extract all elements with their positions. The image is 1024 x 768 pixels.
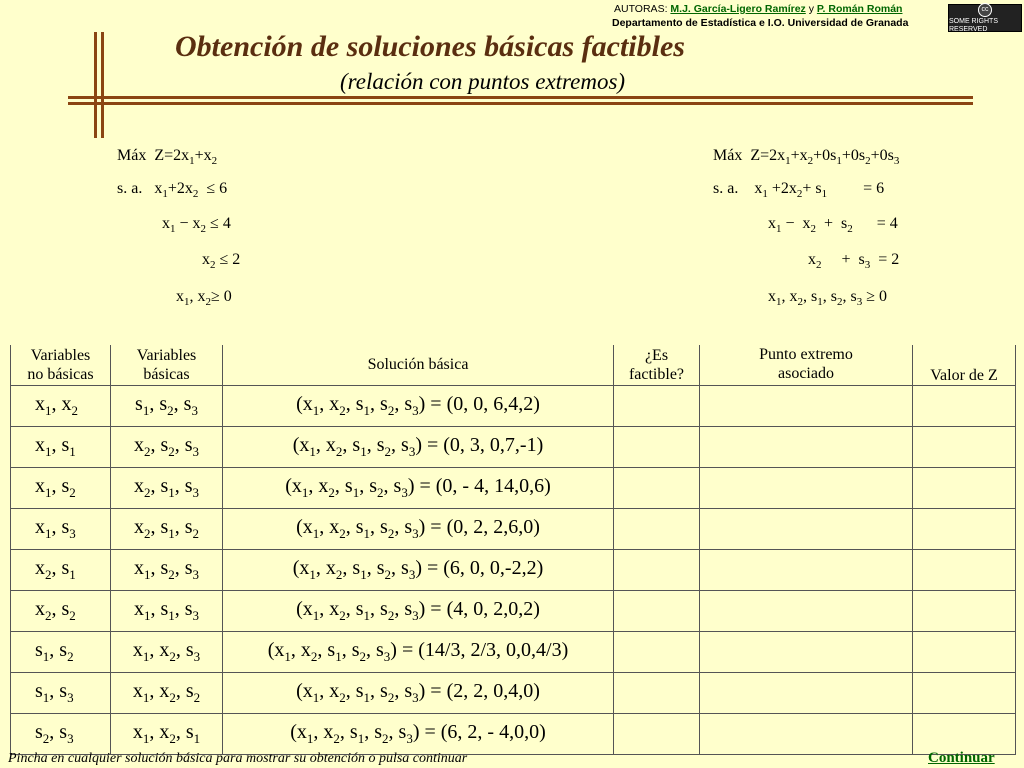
z-value-cell — [913, 590, 1016, 631]
variable-name: $s_2$ — [380, 597, 395, 623]
variable-name: $x_1$ — [291, 474, 309, 500]
variable-name: $s_3$ — [401, 556, 416, 582]
license-text: SOME RIGHTS RESERVED — [949, 17, 999, 33]
variable-name: $s_2$ — [369, 474, 384, 500]
solution-value: (4, 0, 2,0,2) — [446, 597, 540, 620]
department-label: Departamento de Estadística e I.O. Universidad de Granada — [612, 17, 909, 29]
page-title: Obtención de soluciones básicas factibles — [175, 30, 685, 63]
variable-name: $x_2$ — [159, 638, 176, 664]
variable-name: $x_2$ — [325, 433, 343, 459]
variable-name: $x_2$ — [329, 392, 346, 418]
header-basic: Variables básicas — [111, 345, 223, 385]
basic-cell: $x_1$, $x_2$, $s_1$ — [111, 713, 223, 754]
variable-name: $x_2$ — [133, 515, 151, 541]
variable-name: $s_3$ — [398, 720, 413, 746]
variable-name: $s_2$ — [374, 720, 389, 746]
variable-name: $x_1$ — [35, 474, 52, 500]
objective-original: Máx $Z=2x_1+x_2$ — [117, 147, 218, 168]
header-extreme-point: Punto extremo asociado — [700, 345, 913, 385]
basic-solution-cell[interactable]: ($x_1$, $x_2$, $s_1$, $s_2$, $s_3) = (6$, 0, 0,-2,2) — [223, 549, 614, 590]
page-subtitle: (relación con puntos extremos) — [340, 69, 626, 94]
variable-name: $s_1$ — [61, 433, 76, 459]
variable-name: $x_1$ — [299, 433, 316, 459]
variable-name: $s_1$ — [349, 720, 365, 746]
variable-name: $s_1$ — [355, 597, 371, 623]
table-row — [11, 672, 1016, 713]
variable-name: $s_2$ — [160, 433, 175, 459]
variable-name: $s_2$ — [61, 474, 76, 500]
basic-cell: $x_1$, $s_1$, $s_3$ — [111, 590, 223, 631]
feasible-cell — [614, 508, 700, 549]
variable-name: $x_1$ — [296, 720, 314, 746]
solution-value: (6, 2, - 4,0,0) — [440, 720, 546, 743]
variable-name: $s_2$ — [380, 392, 395, 418]
nonbasic-cell: $x_2$, $s_1$ — [11, 549, 111, 590]
variable-name: $s_2$ — [59, 638, 74, 664]
z-value-cell — [913, 713, 1016, 754]
extreme-point-cell — [700, 590, 913, 631]
solution-value: (0, 2, 2,6,0) — [446, 515, 540, 538]
variable-name: $x_2$ — [133, 433, 151, 459]
variable-name: $s_1$ — [135, 392, 150, 418]
feasible-cell — [614, 549, 700, 590]
variable-name: $s_3$ — [59, 679, 74, 705]
variable-name: $x_2$ — [133, 474, 151, 500]
basic-cell: $x_2$, $s_1$, $s_2$ — [111, 508, 223, 549]
basic-solution-cell[interactable]: ($x_1$, $x_2$, $s_1$, $s_2$, $s_3) = (0$, - 4, 14,0,6) — [223, 467, 614, 508]
variable-name: $s_1$ — [355, 679, 371, 705]
solution-value: (0, 0, 6,4,2) — [446, 392, 540, 415]
author-link-1[interactable]: M.J. García-Ligero Ramírez — [670, 3, 806, 15]
extreme-point-cell — [700, 672, 913, 713]
variable-name: $s_1$ — [160, 474, 175, 500]
variable-name: $s_2$ — [380, 679, 395, 705]
solution-value: (0, - 4, 14,0,6) — [435, 474, 551, 497]
credits-authors — [612, 2, 942, 16]
table-row — [11, 426, 1016, 467]
variable-name: $s_2$ — [160, 556, 175, 582]
variable-name: $s_1$ — [160, 515, 175, 541]
table-row — [11, 631, 1016, 672]
credits-prefix: AUTORAS: — [614, 3, 668, 15]
instruction-text: Pincha en cualquier solución básica para mostrar su obtención o pulsa continuar — [8, 751, 468, 766]
basic-cell: $x_2$, $s_2$, $s_3$ — [111, 426, 223, 467]
z-value-cell — [913, 467, 1016, 508]
variable-name: $x_2$ — [329, 679, 346, 705]
extreme-point-cell — [700, 713, 913, 754]
variable-name: $x_2$ — [323, 720, 340, 746]
variable-name: $x_1$ — [132, 720, 150, 746]
frame-horizontal-bar-1 — [68, 96, 973, 99]
feasible-cell — [614, 631, 700, 672]
extreme-point-cell — [700, 426, 913, 467]
variable-name: $x_1$ — [35, 515, 52, 541]
frame-vertical-bar-1 — [94, 32, 97, 138]
variable-name: $s_1$ — [352, 556, 367, 582]
constraint-standard-1: s. a. $x_1 +2x_2+ s_1$ = 6 — [713, 180, 885, 201]
constraint-standard-3: $x_2$ + $s_3 = 2$ — [808, 251, 900, 272]
header-solution: Solución básica — [223, 345, 614, 385]
extreme-point-cell — [700, 385, 913, 426]
table-row — [11, 385, 1016, 426]
header-nonbasic: Variables no básicas — [11, 345, 111, 385]
variable-name: $s_3$ — [393, 474, 408, 500]
variable-name: $x_1$ — [302, 515, 320, 541]
variable-name: $s_2$ — [184, 515, 200, 541]
extreme-point-cell — [700, 549, 913, 590]
basic-solution-cell[interactable]: ($x_1$, $x_2$, $s_1$, $s_2$, $s_3) = (0$, 0, 6,4,2) — [223, 385, 614, 426]
solution-value: (6, 0, 0,-2,2) — [443, 556, 544, 579]
variable-name: $s_1$ — [344, 474, 360, 500]
basic-solution-cell[interactable]: ($x_1$, $x_2$, $s_1$, $s_2$, $s_3) = (0$, 2, 2,6,0) — [223, 508, 614, 549]
constraint-original-3: $x_2 \le 2$ — [202, 251, 241, 272]
basic-cell: $x_1$, $s_2$, $s_3$ — [111, 549, 223, 590]
table-row — [11, 508, 1016, 549]
basic-solution-cell[interactable]: ($x_1$, $x_2$, $s_1$, $s_2$, $s_3) = (0$, 3, 0,7,-1) — [223, 426, 614, 467]
z-value-cell — [913, 385, 1016, 426]
table-row — [11, 549, 1016, 590]
variable-name: $x_1$ — [274, 638, 291, 664]
basic-cell: $x_2$, $s_1$, $s_3$ — [111, 467, 223, 508]
nonbasic-cell: $s_1$, $s_3$ — [11, 672, 111, 713]
variable-name: $x_2$ — [300, 638, 318, 664]
nonbasic-cell: $s_2$, $s_3$ — [11, 713, 111, 754]
variable-name: $s_3$ — [183, 392, 198, 418]
credits-and: y — [808, 3, 814, 15]
nonbasic-cell: $x_1$, $s_1$ — [11, 426, 111, 467]
feasible-cell — [614, 426, 700, 467]
z-value-cell — [913, 549, 1016, 590]
table-row — [11, 713, 1016, 754]
header-feasible: ¿Es factible? — [614, 345, 700, 385]
variable-name: $s_1$ — [327, 638, 342, 664]
credits — [612, 2, 942, 30]
variable-name: $s_3$ — [184, 597, 200, 623]
constraint-standard-2: $x_1 - x_2 + s_2$ = 4 — [768, 215, 898, 236]
basic-solution-cell[interactable]: ($x_1$, $x_2$, $s_1$, $s_2$, $s_3) = (2$, 2, 0,4,0) — [223, 672, 614, 713]
variable-name: $x_2$ — [61, 392, 78, 418]
feasible-cell — [614, 672, 700, 713]
variable-name: $x_1$ — [35, 392, 52, 418]
nonnegativity-standard: $x_1$, $x_2$, $s_1$, $s_2$, $s_3 \ge 0$ — [768, 288, 887, 309]
variable-name: $s_3$ — [404, 597, 419, 623]
nonbasic-cell: $s_1$, $s_2$ — [11, 631, 111, 672]
nonbasic-cell: $x_1$, $s_2$ — [11, 467, 111, 508]
table-row — [11, 467, 1016, 508]
variable-name: $s_1$ — [352, 433, 367, 459]
variable-name: $s_1$ — [355, 392, 371, 418]
z-value-cell — [913, 508, 1016, 549]
table-row — [11, 590, 1016, 631]
variable-name: $s_1$ — [355, 515, 371, 541]
variable-name: $x_1$ — [132, 638, 150, 664]
variable-name: $x_2$ — [159, 679, 176, 705]
author-link-2[interactable]: P. Román Román — [816, 3, 903, 15]
cc-license-icon[interactable] — [948, 4, 1022, 32]
z-value-cell — [913, 426, 1016, 467]
z-value-cell — [913, 631, 1016, 672]
basic-solution-cell[interactable]: ($x_1$, $x_2$, $s_1$, $s_2$, $s_3) = (4$, 0, 2,0,2) — [223, 590, 614, 631]
variable-name: $x_2$ — [318, 474, 335, 500]
variable-name: $s_3$ — [59, 720, 74, 746]
basic-solution-cell[interactable]: ($x_1$, $x_2$, $s_1$, $s_2$, $s_3) = (6$, 2, - 4,0,0) — [223, 713, 614, 754]
variable-name: $s_2$ — [351, 638, 366, 664]
variable-name: $x_1$ — [299, 556, 316, 582]
variable-name: $s_1$ — [185, 720, 201, 746]
feasible-cell — [614, 385, 700, 426]
variable-name: $s_3$ — [404, 679, 419, 705]
variable-name: $s_2$ — [61, 597, 76, 623]
variable-name: $x_1$ — [302, 597, 320, 623]
variable-name: $s_3$ — [401, 433, 416, 459]
frame-horizontal-bar-2 — [68, 102, 973, 105]
extreme-point-cell — [700, 631, 913, 672]
variable-name: $s_2$ — [185, 679, 201, 705]
variable-name: $x_1$ — [302, 392, 320, 418]
nonnegativity-original: $x_1$, $x_2\ge 0$ — [176, 288, 232, 309]
constraint-original-2: $x_1 - x_2 \le 4$ — [162, 215, 231, 236]
extreme-point-cell — [700, 467, 913, 508]
variable-name: $s_2$ — [159, 392, 174, 418]
variable-name: $x_2$ — [329, 597, 346, 623]
feasible-cell — [614, 713, 700, 754]
variable-name: $x_2$ — [325, 556, 343, 582]
variable-name: $x_2$ — [329, 515, 346, 541]
variable-name: $s_3$ — [404, 515, 419, 541]
variable-name: $s_2$ — [376, 433, 392, 459]
frame-vertical-bar-2 — [101, 32, 104, 138]
basic-solutions-table — [10, 345, 1016, 755]
variable-name: $s_3$ — [184, 433, 200, 459]
variable-name: $x_2$ — [159, 720, 176, 746]
cc-logo-icon: cc — [978, 3, 992, 17]
variable-name: $s_3$ — [61, 515, 76, 541]
variable-name: $s_3$ — [185, 638, 201, 664]
continue-link[interactable]: Continuar — [928, 750, 995, 766]
variable-name: $s_1$ — [35, 679, 50, 705]
z-value-cell — [913, 672, 1016, 713]
variable-name: $x_1$ — [302, 679, 320, 705]
solution-value: (0, 3, 0,7,-1) — [443, 433, 544, 456]
objective-standard: Máx $Z=2x_1+x_2+0s_1+0s_2+0s_3$ — [713, 147, 900, 168]
header-z-value: Valor de Z — [913, 345, 1016, 385]
variable-name: $s_3$ — [184, 474, 200, 500]
variable-name: $s_1$ — [61, 556, 76, 582]
constraint-original-1: s. a. $x_1+2x_2 \le 6$ — [117, 180, 228, 201]
variable-name: $x_1$ — [133, 556, 151, 582]
basic-cell: $x_1$, $x_2$, $s_2$ — [111, 672, 223, 713]
nonbasic-cell: $x_2$, $s_2$ — [11, 590, 111, 631]
variable-name: $s_3$ — [404, 392, 419, 418]
variable-name: $s_1$ — [35, 638, 50, 664]
variable-name: $x_2$ — [35, 597, 52, 623]
variable-name: $s_1$ — [160, 597, 175, 623]
nonbasic-cell: $x_1$, $x_2$ — [11, 385, 111, 426]
extreme-point-cell — [700, 508, 913, 549]
variable-name: $x_1$ — [133, 597, 151, 623]
variable-name: $s_2$ — [380, 515, 395, 541]
feasible-cell — [614, 590, 700, 631]
variable-name: $x_1$ — [35, 433, 52, 459]
basic-solution-cell[interactable]: ($x_1$, $x_2$, $s_1$, $s_2$, $s_3) = (14/3$, 2/3, 0,0,4/3) — [223, 631, 614, 672]
variable-name: $x_1$ — [132, 679, 150, 705]
feasible-cell — [614, 467, 700, 508]
variable-name: $s_2$ — [376, 556, 392, 582]
variable-name: $x_2$ — [35, 556, 52, 582]
basic-cell: $s_1$, $s_2$, $s_3$ — [111, 385, 223, 426]
variable-name: $s_3$ — [376, 638, 391, 664]
nonbasic-cell: $x_1$, $s_3$ — [11, 508, 111, 549]
basic-cell: $x_1$, $x_2$, $s_3$ — [111, 631, 223, 672]
solution-value: (2, 2, 0,4,0) — [446, 679, 540, 702]
variable-name: $s_3$ — [184, 556, 200, 582]
variable-name: $s_2$ — [35, 720, 50, 746]
solution-value: (14/3, 2/3, 0,0,4/3) — [418, 638, 569, 661]
